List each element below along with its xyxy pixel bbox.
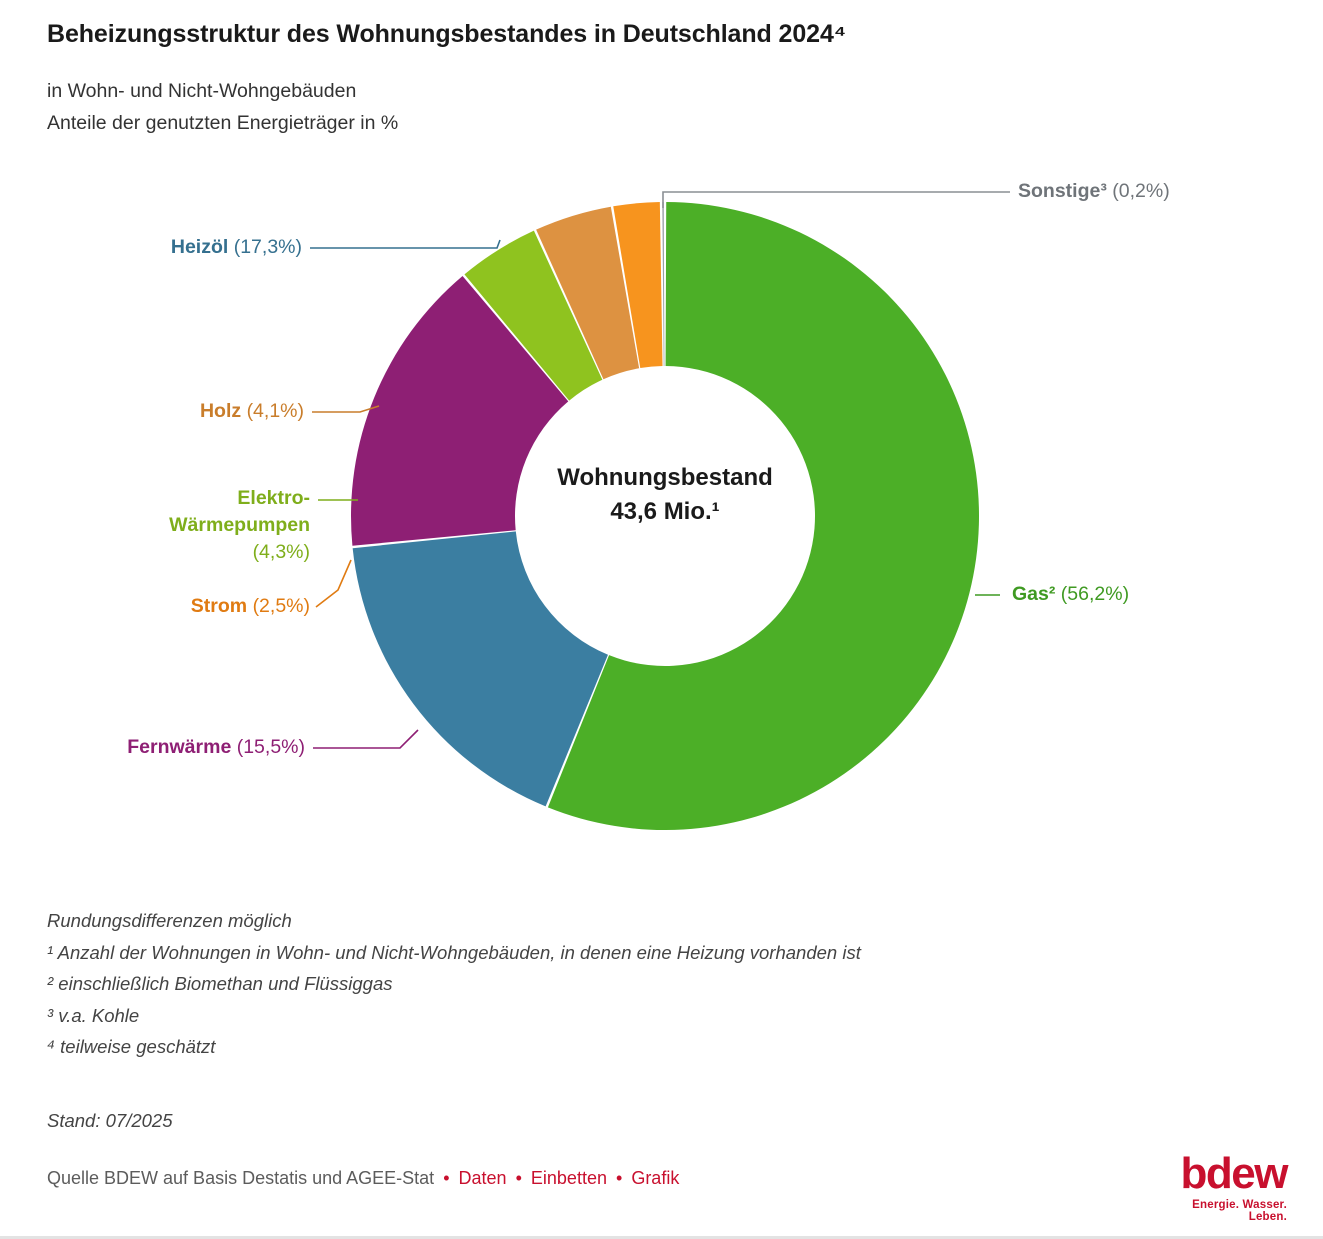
label-waermepumpen-name-line2: Wärmepumpen <box>169 514 310 536</box>
source-line <box>47 1168 679 1189</box>
source-separator-1: • <box>443 1168 450 1188</box>
footnote-4: ⁴ teilweise geschätzt <box>47 1036 216 1057</box>
logo-tagline: Energie. Wasser. Leben. <box>1192 1199 1287 1223</box>
label-holz-pct: (4,1%) <box>246 400 304 422</box>
link-einbetten[interactable]: Einbetten <box>530 1168 607 1188</box>
label-fernwaerme-name: Fernwärme <box>127 736 232 758</box>
source-text: Quelle BDEW auf Basis Destatis und AGEE-Stat <box>47 1168 435 1188</box>
chart-area <box>0 160 1323 880</box>
label-gas <box>1012 583 1129 606</box>
label-holz <box>0 400 304 423</box>
label-holz-name: Holz <box>199 400 242 422</box>
page-title: Beheizungsstruktur des Wohnungsbestandes in Deutschland 2024⁴ <box>47 20 847 48</box>
label-heizoel-name: Heizöl <box>170 236 229 258</box>
footnote-rounding: Rundungsdifferenzen möglich <box>47 910 292 931</box>
label-waermepumpen-name-line1: Elektro- <box>237 487 310 509</box>
center-label-line1: Wohnungsbestand <box>557 464 773 491</box>
footnote-3: ³ v.a. Kohle <box>47 1004 140 1026</box>
label-heizoel-pct: (17,3%) <box>233 236 302 258</box>
subtitle-shares: Anteile der genutzten Energieträger in % <box>47 112 399 134</box>
label-strom <box>0 595 310 618</box>
label-strom-pct: (2,5%) <box>252 595 310 617</box>
label-fernwaerme <box>0 736 305 759</box>
label-waermepumpen-pct: (4,3%) <box>252 541 310 563</box>
label-sonstige-pct: (0,2%) <box>1112 180 1170 202</box>
link-grafik[interactable]: Grafik <box>631 1168 680 1188</box>
bdew-logo <box>1157 1149 1287 1223</box>
center-label-line2: 43,6 Mio.¹ <box>610 498 720 525</box>
label-heizoel <box>0 236 302 259</box>
source-separator-3: • <box>615 1168 623 1188</box>
link-daten[interactable]: Daten <box>458 1168 507 1188</box>
label-sonstige <box>1018 180 1170 203</box>
label-waermepumpen <box>0 485 310 566</box>
label-fernwaerme-pct: (15,5%) <box>236 736 305 758</box>
label-gas-name: Gas² <box>1012 583 1056 605</box>
label-strom-name: Strom <box>190 595 248 617</box>
subtitle-buildings: in Wohn- und Nicht-Wohngebäuden <box>47 80 357 102</box>
footnote-1: ¹ Anzahl der Wohnungen in Wohn- und Nicht-Wohngebäuden, in denen eine Heizung vorhanden ist <box>47 941 861 963</box>
label-sonstige-name: Sonstige³ <box>1018 180 1107 202</box>
footnotes <box>47 905 861 1063</box>
label-gas-pct: (56,2%) <box>1060 583 1130 605</box>
stand-date: Stand: 07/2025 <box>47 1110 173 1131</box>
logo-wordmark: bdew <box>1180 1149 1287 1198</box>
footnote-2: ² einschließlich Biomethan und Flüssiggas <box>47 973 393 994</box>
source-separator-2: • <box>515 1168 522 1188</box>
